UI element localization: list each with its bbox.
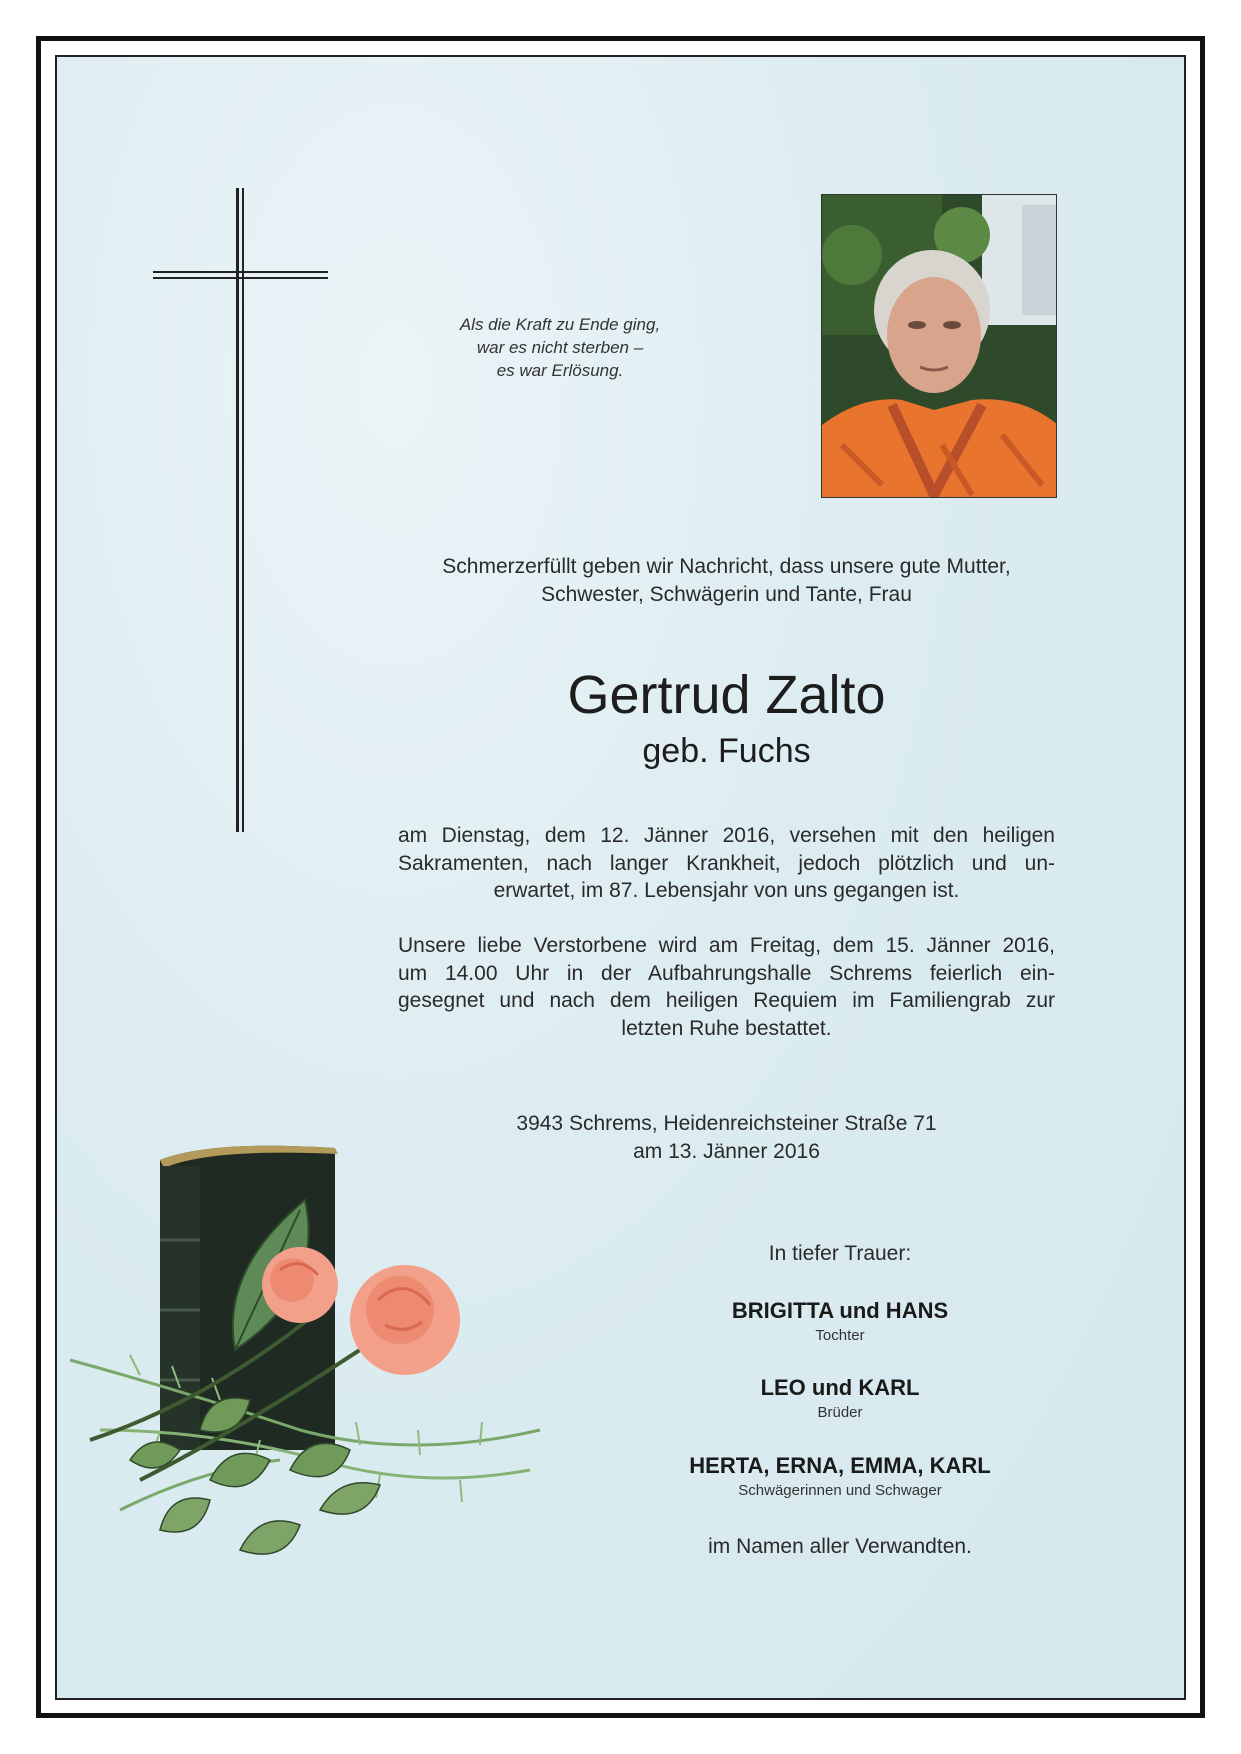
funeral-line: letzten Ruhe bestattet. (621, 1016, 832, 1040)
death-notice-line: am Dienstag, dem 12. Jänner 2016, versehen mit den heiligen (398, 824, 1055, 847)
closing-text: im Namen aller Verwandten. (708, 1535, 972, 1558)
mourner-names: BRIGITTA und HANS (731, 1298, 949, 1323)
book-and-roses-illustration (60, 1130, 620, 1630)
birth-name: geb. Fuchs (642, 732, 811, 770)
mourner-group (640, 1375, 1040, 1421)
mourners-heading (640, 1242, 1040, 1266)
mourner-group (640, 1298, 1040, 1344)
mourners-heading-text: In tiefer Trauer: (768, 1242, 912, 1265)
portrait-photo (821, 194, 1057, 498)
death-notice-line: Sakramenten, nach langer Krankheit, jedoch plötzlich und un- (398, 851, 1055, 875)
mourner-relation: Brüder (817, 1404, 863, 1421)
mourner-relation: Tochter (815, 1327, 865, 1344)
deceased-name: Gertrud Zalto (567, 665, 886, 725)
intro-text (398, 553, 1055, 608)
mourners-closing (640, 1535, 1040, 1559)
address: 3943 Schrems, Heidenreichsteiner Straße 71 (516, 1112, 937, 1135)
intro-line: Schwester, Schwägerin und Tante, Frau (541, 582, 912, 606)
funeral-line: Unsere liebe Verstorbene wird am Freitag, dem 15. Jänner 2016, (398, 934, 1055, 957)
quote-line: es war Erlösung. (496, 361, 624, 380)
mourner-names: LEO und KARL (760, 1375, 920, 1400)
intro-line: Schmerzerfüllt geben wir Nachricht, dass unsere gute Mutter, (442, 555, 1011, 578)
notice-date: am 13. Jänner 2016 (633, 1139, 820, 1163)
funeral-notice (398, 932, 1055, 1042)
mourner-names: HERTA, ERNA, EMMA, KARL (689, 1453, 991, 1478)
death-notice-line: erwartet, im 87. Lebensjahr von uns gegangen ist. (493, 879, 960, 902)
quote-line: war es nicht sterben – (476, 338, 644, 357)
death-notice (398, 822, 1055, 905)
quote-line: Als die Kraft zu Ende ging, (459, 315, 661, 334)
memorial-quote (420, 313, 700, 382)
funeral-line: gesegnet und nach dem heiligen Requiem im Familiengrab zur (398, 989, 1055, 1012)
mourner-group (640, 1453, 1040, 1499)
funeral-line: um 14.00 Uhr in der Aufbahrungshalle Schrems feierlich ein- (398, 961, 1055, 985)
mourner-relation: Schwägerinnen und Schwager (738, 1482, 942, 1499)
